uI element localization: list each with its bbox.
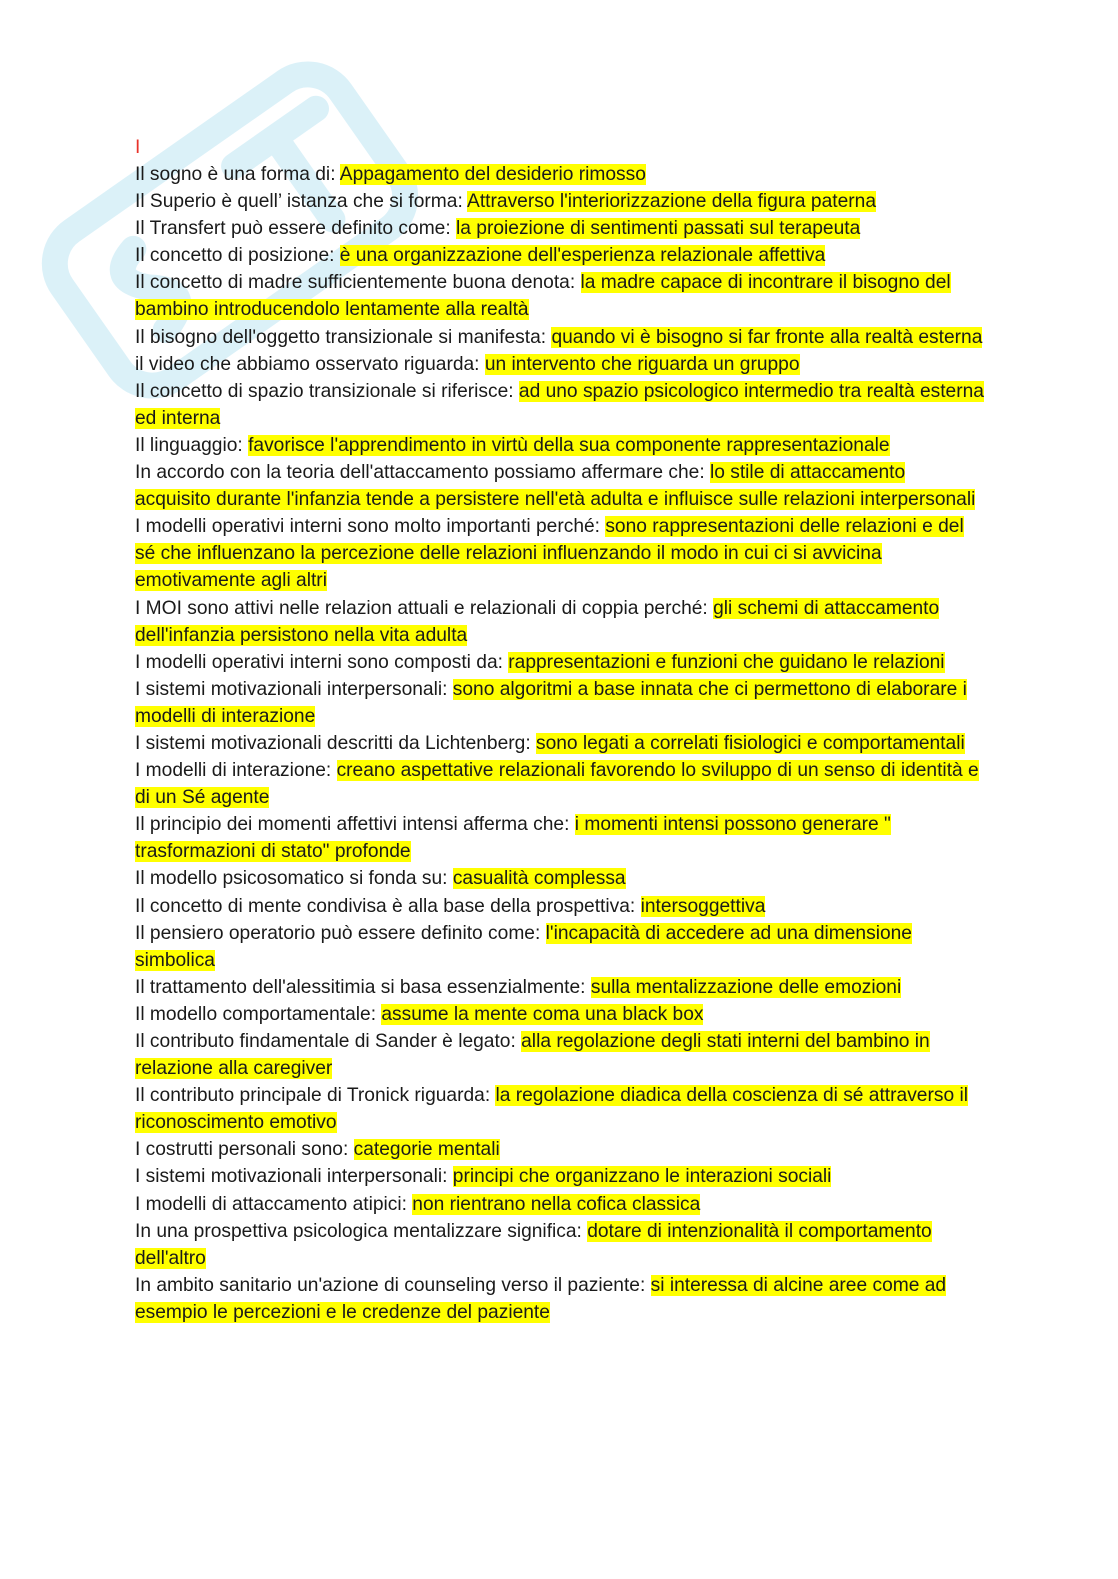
answer-highlight: sono rappresentazioni delle relazioni e del sé che influenzano la percezione delle relazioni influenzando il modo in cui ci si avvicina emotivamente agli altri: [135, 516, 964, 592]
qa-list: [135, 161, 985, 1326]
answer-highlight: dotare di intenzionalità il comportamento dell'altro: [135, 1220, 932, 1269]
question-text: Il pensiero operatorio può essere definito come:: [135, 922, 546, 944]
qa-item: [135, 1136, 985, 1163]
answer-highlight: la proiezione di sentimenti passati sul terapeuta: [456, 218, 861, 240]
question-text: I costrutti personali sono:: [135, 1139, 354, 1161]
qa-item: [135, 893, 985, 920]
qa-item: [135, 974, 985, 1001]
qa-item: [135, 1001, 985, 1028]
qa-item: [135, 1191, 985, 1218]
answer-highlight: casualità complessa: [452, 868, 626, 890]
qa-item: [135, 269, 985, 323]
qa-item: [135, 730, 985, 757]
question-text: I MOI sono attivi nelle relazion attuali e relazionali di coppia perché:: [135, 597, 714, 619]
question-text: In accordo con la teoria dell'attaccamento possiamo affermare che:: [135, 462, 710, 484]
answer-highlight: categorie mentali: [353, 1139, 500, 1161]
question-text: Il principio dei momenti affettivi intensi afferma che:: [135, 814, 575, 836]
qa-item: [135, 1218, 985, 1272]
answer-highlight: i momenti intensi possono generare " trasformazioni di stato" profonde: [135, 814, 891, 863]
answer-highlight: è una organizzazione dell'esperienza relazionale affettiva: [339, 245, 826, 267]
document-body: [135, 134, 985, 1326]
qa-item: [135, 242, 985, 269]
qa-item: [135, 811, 985, 865]
qa-item: [135, 459, 985, 513]
answer-highlight: un intervento che riguarda un gruppo: [484, 353, 800, 375]
question-text: Il Superio è quell’ istanza che si forma:: [135, 191, 468, 213]
answer-highlight: creano aspettative relazionali favorendo lo sviluppo di un senso di identità e di un Sé agente: [135, 760, 979, 809]
qa-item: [135, 1272, 985, 1326]
answer-highlight: intersoggettiva: [640, 895, 766, 917]
answer-highlight: la regolazione diadica della coscienza di sé attraverso il riconoscimento emotivo: [135, 1085, 968, 1134]
qa-item: [135, 1163, 985, 1190]
answer-highlight: ad uno spazio psicologico intermedio tra realtà esterna ed interna: [135, 380, 984, 429]
answer-highlight: si interessa di alcine aree come ad esempio le percezioni e le credenze del paziente: [135, 1274, 947, 1323]
question-text: Il concetto di mente condivisa è alla base della prospettiva:: [135, 895, 641, 917]
answer-highlight: sulla mentalizzazione delle emozioni: [590, 976, 902, 998]
answer-highlight: la madre capace di incontrare il bisogno del bambino introducendolo lentamente alla realtà: [135, 272, 951, 321]
question-text: I modelli di attaccamento atipici:: [135, 1193, 413, 1215]
answer-highlight: Attraverso l'interiorizzazione della figura paterna: [467, 191, 876, 213]
answer-highlight: sono legati a correlati fisiologici e comportamentali: [535, 732, 965, 754]
question-text: Il modello comportamentale:: [135, 1003, 382, 1025]
question-text: I sistemi motivazionali interpersonali:: [135, 678, 453, 700]
answer-highlight: quando vi è bisogno si far fronte alla realtà esterna: [551, 326, 983, 348]
qa-item: [135, 595, 985, 649]
question-text: I sistemi motivazionali interpersonali:: [135, 1166, 453, 1188]
qa-item: [135, 432, 985, 459]
question-text: il video che abbiamo osservato riguarda:: [135, 353, 485, 375]
question-text: Il Transfert può essere definito come:: [135, 218, 457, 240]
answer-highlight: non rientrano nella cofica classica: [412, 1193, 701, 1215]
question-text: Il concetto di posizione:: [135, 245, 340, 267]
qa-item: [135, 920, 985, 974]
answer-highlight: assume la mente coma una black box: [381, 1003, 704, 1025]
qa-item: [135, 324, 985, 351]
answer-highlight: rappresentazioni e funzioni che guidano le relazioni: [508, 651, 945, 673]
answer-highlight: Appagamento del desiderio rimosso: [339, 164, 646, 185]
qa-item: [135, 1028, 985, 1082]
question-text: Il contributo principale di Tronick riguarda:: [135, 1085, 496, 1107]
question-text: Il linguaggio:: [135, 434, 249, 456]
question-text: Il concetto di spazio transizionale si riferisce:: [135, 380, 519, 402]
question-text: I modelli di interazione:: [135, 760, 337, 782]
question-text: Il contributo findamentale di Sander è legato:: [135, 1031, 522, 1052]
question-text: I modelli operativi interni sono composti da:: [135, 651, 509, 673]
question-text: Il bisogno dell'oggetto transizionale si manifesta:: [135, 326, 552, 348]
answer-highlight: principi che organizzano le interazioni sociali: [452, 1166, 832, 1188]
qa-item: [135, 649, 985, 676]
qa-item: [135, 215, 985, 242]
answer-highlight: lo stile di attaccamento acquisito durante l'infanzia tende a persistere nell'età adulta e influisce sulle relazioni interpersonali: [135, 462, 976, 511]
question-text: Il sogno è una forma di:: [135, 164, 340, 185]
qa-item: [135, 1082, 985, 1136]
qa-item: [135, 513, 985, 594]
qa-item: [135, 757, 985, 811]
qa-item: [135, 676, 985, 730]
answer-highlight: favorisce l'apprendimento in virtù della sua componente rappresentazionale: [248, 434, 890, 456]
question-text: I sistemi motivazionali descritti da Lichtenberg:: [135, 732, 536, 754]
question-text: Il concetto di madre sufficientemente buona denota:: [135, 272, 581, 294]
section-marker: I: [135, 137, 141, 158]
question-text: I modelli operativi interni sono molto importanti perché:: [135, 516, 606, 538]
qa-item: [135, 351, 985, 378]
question-text: In una prospettiva psicologica mentalizzare significa:: [135, 1220, 588, 1242]
answer-highlight: alla regolazione degli stati interni del bambino in relazione alla caregiver: [135, 1031, 930, 1080]
qa-item: [135, 188, 985, 215]
question-text: In ambito sanitario un'azione di counseling verso il paziente:: [135, 1274, 651, 1296]
qa-item: [135, 865, 985, 892]
qa-item: [135, 378, 985, 432]
answer-highlight: gli schemi di attaccamento dell'infanzia persistono nella vita adulta: [135, 597, 940, 646]
answer-highlight: sono algoritmi a base innata che ci permettono di elaborare i modelli di interazione: [135, 678, 967, 727]
question-text: Il modello psicosomatico si fonda su:: [135, 868, 453, 890]
qa-item: [135, 161, 985, 188]
answer-highlight: l'incapacità di accedere ad una dimensione simbolica: [135, 922, 912, 971]
question-text: Il trattamento dell'alessitimia si basa essenzialmente:: [135, 976, 591, 998]
